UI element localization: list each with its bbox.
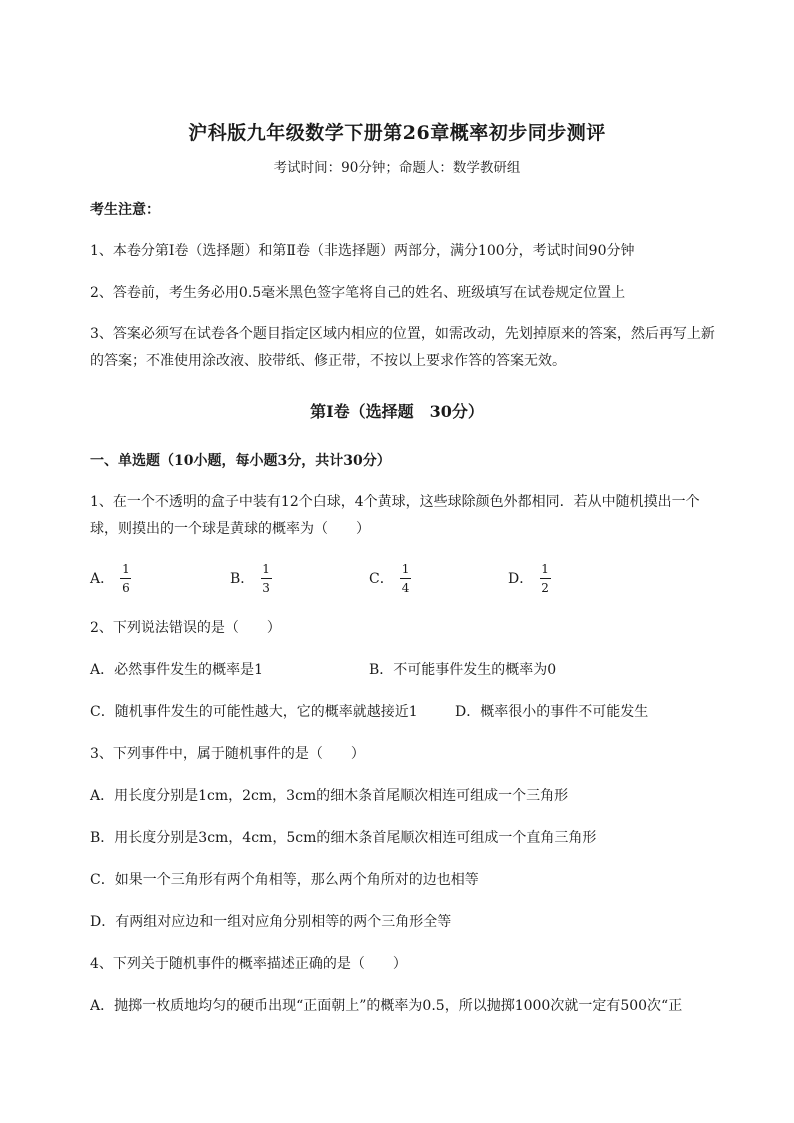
numerator: 1 [401,561,410,576]
part-heading: 一、单选题（10小题，每小题3分，共计30分） [90,453,391,469]
fraction-bar [400,578,411,579]
option-a [90,558,132,598]
option-b [230,558,272,598]
notice-item-2: 2、答卷前，考生务必用0.5毫米黑色签字笔将自己的姓名、班级填写在试卷规定位置上 [90,285,626,301]
fraction-bar [120,578,131,579]
notice-item-1: 1、本卷分第Ⅰ卷（选择题）和第Ⅱ卷（非选择题）两部分，满分100分，考试时间90分钟 [90,243,635,259]
option-label: D． [508,571,534,587]
fraction [260,562,272,595]
page-title: 沪科版九年级数学下册第26章概率初步同步测评 [188,122,606,144]
option-d: D．概率很小的事件不可能发生 [455,704,649,720]
option-label: A． [90,571,115,587]
numerator: 1 [541,561,549,576]
denominator: 3 [262,580,270,595]
fraction-bar [540,578,551,579]
question-3-option-c: C．如果一个三角形有两个角相等，那么两个角所对的边也相等 [90,872,479,888]
option-b: B．不可能事件发生的概率为0 [369,662,557,678]
exam-info: 考试时间：90分钟；命题人：数学教研组 [273,160,521,176]
denominator: 2 [541,580,549,595]
question-3-stem: 3、下列事件中，属于随机事件的是（ ） [90,746,365,762]
question-3-option-b: B．用长度分别是3cm，4cm，5cm的细木条首尾顺次相连可组成一个直角三角形 [90,830,597,846]
question-2-row-ab [90,659,770,681]
question-1-stem: 1、在一个不透明的盒子中装有12个白球，4个黄球，这些球除颜色外都相同．若从中随机摸出一个 [90,494,700,510]
option-c [369,558,411,598]
denominator: 6 [122,580,130,595]
fraction-bar [261,578,272,579]
notice-item-3: 3、答案必须写在试卷各个题目指定区域内相应的位置，如需改动，先划掉原来的答案，然后再写上新 [90,326,715,342]
option-a: A．必然事件发生的概率是1 [90,662,264,678]
fraction [400,562,412,595]
denominator: 4 [401,580,410,595]
question-4-option-a: A．抛掷一枚质地均匀的硬币出现“正面朝上”的概率为0.5，所以抛掷1000次就一定有500次“正 [90,998,683,1014]
question-3-option-d: D．有两组对应边和一组对应角分别相等的两个三角形全等 [90,914,452,930]
numerator: 1 [262,561,270,576]
question-1-stem-cont: 球，则摸出的一个球是黄球的概率为（ ） [90,521,370,537]
notice-heading: 考生注意： [90,202,160,218]
notice-item-3-cont: 的答案；不准使用涂改液、胶带纸、修正带，不按以上要求作答的答案无效。 [90,353,566,369]
section-title: 第Ⅰ卷（选择题 30分） [310,402,484,421]
question-2-stem: 2、下列说法错误的是（ ） [90,620,281,636]
option-d [508,558,551,598]
option-label: C． [369,571,394,587]
fraction [539,562,551,595]
option-label: B． [230,571,255,587]
fraction [120,562,132,595]
question-2-row-cd [90,701,770,723]
option-c: C．随机事件发生的可能性越大，它的概率就越接近1 [90,704,418,720]
question-4-stem: 4、下列关于随机事件的概率描述正确的是（ ） [90,956,407,972]
question-3-option-a: A．用长度分别是1cm，2cm，3cm的细木条首尾顺次相连可组成一个三角形 [90,788,569,804]
numerator: 1 [122,561,130,576]
